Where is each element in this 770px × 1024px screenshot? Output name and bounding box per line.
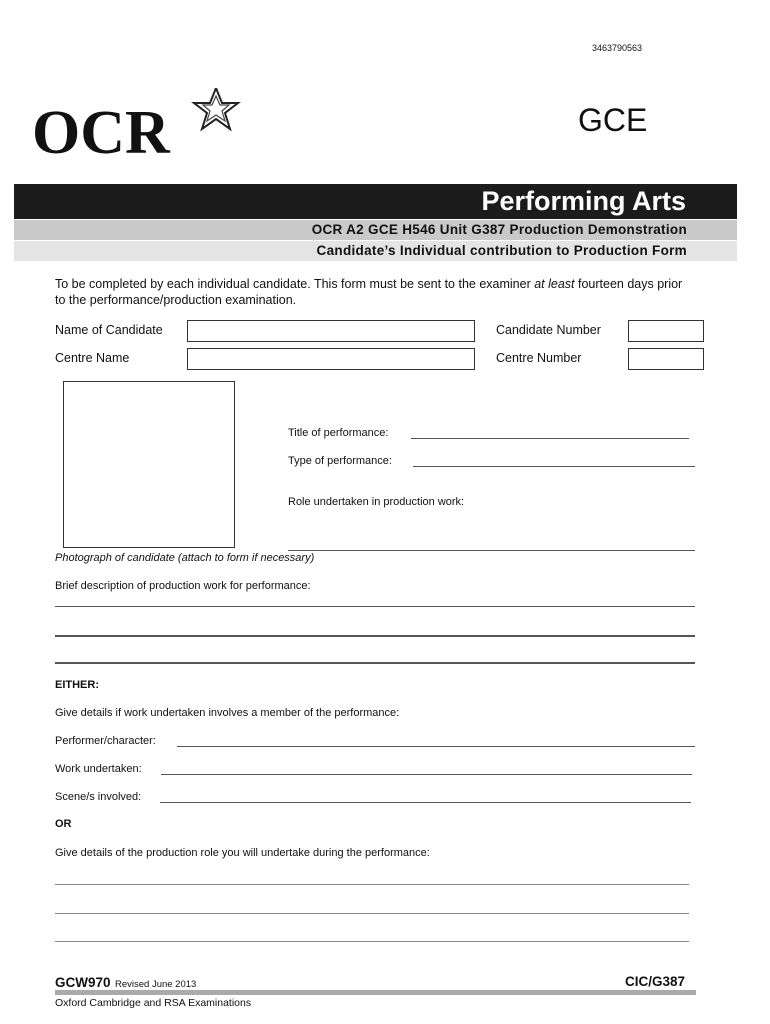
title-of-performance-label: Title of performance: (288, 427, 389, 439)
scenes-involved-line[interactable] (160, 802, 691, 803)
candidate-number-input[interactable] (628, 320, 704, 342)
ocr-logo (30, 88, 245, 160)
brief-line-2[interactable] (55, 635, 695, 637)
brief-line-3[interactable] (55, 662, 695, 664)
star-icon (194, 88, 238, 129)
centre-number-input[interactable] (628, 348, 704, 370)
form-reference: CIC/G387 (625, 974, 686, 989)
type-of-performance-line[interactable] (413, 466, 695, 467)
ocr-logo-text: OCR (32, 99, 170, 160)
work-undertaken-line[interactable] (161, 774, 692, 775)
work-undertaken-label: Work undertaken: (55, 763, 142, 775)
revision-date: Revised June 2013 (114, 979, 197, 990)
photo-box[interactable] (63, 381, 235, 548)
performer-character-label: Performer/character: (55, 735, 156, 747)
photo-caption: Photograph of candidate (attach to form if necessary) (55, 552, 315, 564)
subject-title: Performing Arts (481, 186, 686, 216)
role-undertaken-label: Role undertaken in production work: (288, 496, 465, 508)
title-of-performance-line[interactable] (411, 438, 689, 439)
production-role-line-1[interactable] (55, 884, 689, 885)
or-heading: OR (55, 818, 72, 830)
form-subtitle: Candidate’s Individual contribution to Production Form (316, 243, 687, 258)
performer-character-line[interactable] (177, 746, 695, 747)
or-description: Give details of the production role you will undertake during the performance: (55, 847, 430, 859)
brief-description-label: Brief description of production work for performance: (55, 580, 311, 592)
brief-line-1[interactable] (55, 606, 695, 607)
qualification-label: GCE (578, 102, 648, 138)
unit-subtitle: OCR A2 GCE H546 Unit G387 Production Demonstration (311, 222, 687, 237)
document-number: 3463790563 (592, 43, 643, 53)
role-undertaken-line[interactable] (288, 550, 695, 551)
production-role-line-3[interactable] (55, 941, 689, 942)
production-role-line-2[interactable] (55, 913, 689, 914)
either-heading: EITHER: (55, 679, 99, 691)
name-of-candidate-input[interactable] (187, 320, 475, 342)
instructions: To be completed by each individual candidate. This form must be sent to the examiner at least fourteen days prior to the performance/production examination. (55, 277, 683, 307)
centre-number-label: Centre Number (496, 351, 582, 365)
type-of-performance-label: Type of performance: (288, 455, 392, 467)
name-of-candidate-label: Name of Candidate (55, 323, 163, 337)
scenes-involved-label: Scene/s involved: (55, 791, 142, 803)
footer-divider (55, 990, 696, 995)
form-code: GCW970 (55, 975, 111, 990)
organisation-name: Oxford Cambridge and RSA Examinations (55, 997, 252, 1009)
candidate-number-label: Candidate Number (496, 323, 601, 337)
either-description: Give details if work undertaken involves a member of the performance: (55, 707, 400, 719)
centre-name-label: Centre Name (55, 351, 130, 365)
centre-name-input[interactable] (187, 348, 475, 370)
